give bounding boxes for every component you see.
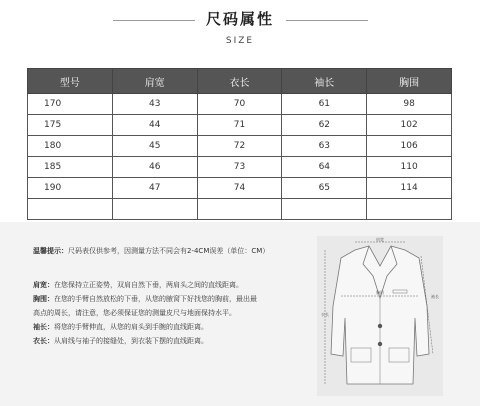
measurement-notes <box>33 244 303 348</box>
table-cell: 64 <box>282 157 367 178</box>
table-cell: 106 <box>367 136 452 157</box>
note-sleeve <box>33 320 303 334</box>
note-text: 高点的周长，请注意，您必须保证您的测量皮尺与地面保持水平。 <box>33 309 236 317</box>
size-table <box>27 68 452 220</box>
note-chest <box>33 292 303 306</box>
note-length <box>33 334 303 348</box>
page-subtitle: SIZE <box>225 36 255 46</box>
column-header: 肩宽 <box>112 69 197 94</box>
jacket-illustration <box>317 236 443 396</box>
table-cell: 65 <box>282 178 367 199</box>
shoulder-label: 肩宽 <box>376 237 384 242</box>
table-cell: 46 <box>112 157 197 178</box>
note-label: 肩宽： <box>33 281 54 289</box>
length-label: 衣长 <box>321 312 329 317</box>
table-cell: 45 <box>112 136 197 157</box>
jacket-measurement-diagram <box>317 236 443 396</box>
table-cell <box>112 199 197 220</box>
column-header: 胸围 <box>367 69 452 94</box>
tip-text: 尺码表仅供参考，因测量方法不同会有2-4CM误差（单位：CM） <box>68 247 270 255</box>
column-header: 袖长 <box>282 69 367 94</box>
table-cell: 180 <box>28 136 113 157</box>
column-header: 衣长 <box>197 69 282 94</box>
note-shoulder <box>33 278 303 292</box>
table-cell: 74 <box>197 178 282 199</box>
table-cell: 71 <box>197 115 282 136</box>
table-cell: 73 <box>197 157 282 178</box>
table-cell: 61 <box>282 94 367 115</box>
table-cell: 43 <box>112 94 197 115</box>
tip-line <box>33 244 303 258</box>
tip-label: 温馨提示： <box>33 247 68 255</box>
sleeve-label: 袖长 <box>431 294 439 299</box>
column-header: 型号 <box>28 69 113 94</box>
jacket-button <box>378 342 382 346</box>
chest-label: 胸围 <box>376 290 384 295</box>
size-table-header-row <box>28 69 452 94</box>
table-cell: 185 <box>28 157 113 178</box>
note-label: 衣长： <box>33 337 54 345</box>
jacket-button <box>378 324 382 328</box>
table-cell: 72 <box>197 136 282 157</box>
table-cell <box>282 199 367 220</box>
table-row <box>28 157 452 178</box>
note-text: 从肩线与袖子的接缝处，到衣装下摆的直线距离。 <box>54 337 208 345</box>
page-title: 尺码属性 <box>205 10 274 28</box>
table-cell: 102 <box>367 115 452 136</box>
table-cell: 110 <box>367 157 452 178</box>
table-row <box>28 199 452 220</box>
table-cell: 62 <box>282 115 367 136</box>
note-text: 在您保持立正姿势，双肩自然下垂，两肩头之间的直线距离。 <box>54 281 243 289</box>
note-text: 将您的手臂伸直，从您的肩头到手腕的直线距离。 <box>54 323 208 331</box>
note-label: 袖长： <box>33 323 54 331</box>
note-label: 胸围： <box>33 295 54 303</box>
table-cell: 114 <box>367 178 452 199</box>
table-cell: 190 <box>28 178 113 199</box>
table-row <box>28 94 452 115</box>
table-cell: 170 <box>28 94 113 115</box>
table-cell: 47 <box>112 178 197 199</box>
table-cell: 44 <box>112 115 197 136</box>
table-cell: 98 <box>367 94 452 115</box>
table-row <box>28 178 452 199</box>
table-cell <box>28 199 113 220</box>
note-chest-continued <box>33 306 303 320</box>
table-row <box>28 136 452 157</box>
table-cell: 175 <box>28 115 113 136</box>
table-cell <box>367 199 452 220</box>
table-cell <box>197 199 282 220</box>
table-row <box>28 115 452 136</box>
note-text: 在您的手臂自然放松的下垂，从您的腋窝下好找您的胸前，最出最 <box>54 295 257 303</box>
table-cell: 63 <box>282 136 367 157</box>
table-cell: 70 <box>197 94 282 115</box>
